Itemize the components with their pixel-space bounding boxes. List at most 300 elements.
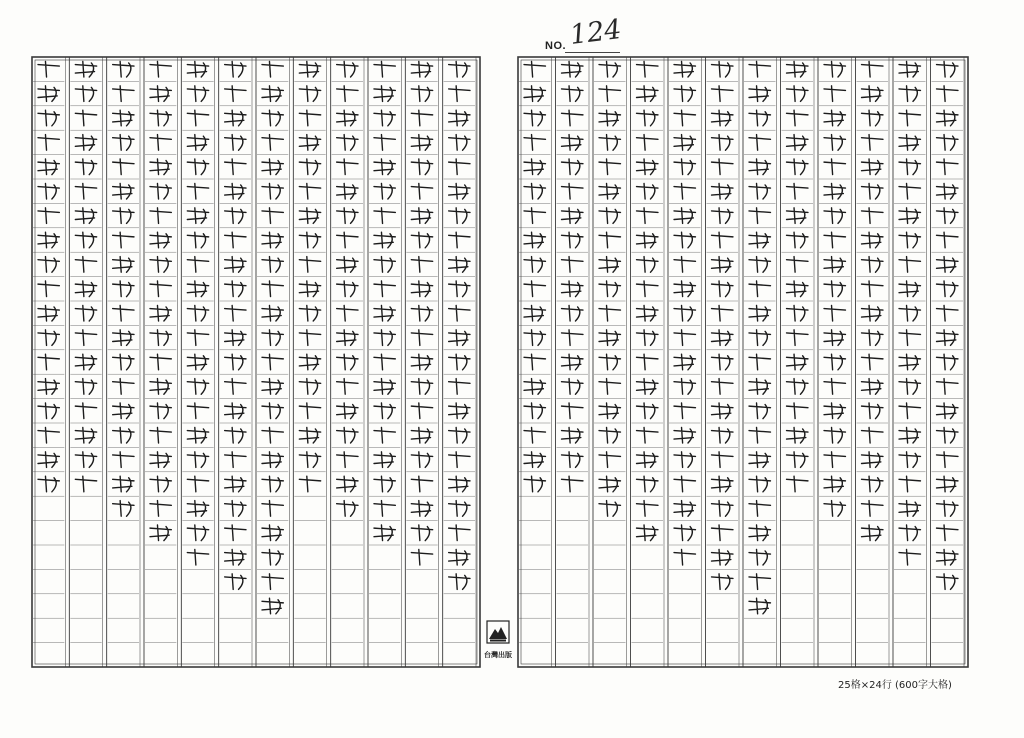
left-handwritten-glyph: [75, 110, 96, 126]
left-handwritten-glyph: [187, 281, 208, 297]
left-handwritten-glyph: [299, 159, 320, 175]
left-handwritten-glyph: [262, 61, 283, 77]
right-handwritten-glyph: [524, 135, 545, 151]
publisher-name: 台灣出版: [484, 651, 512, 659]
right-handwritten-glyph: [937, 281, 958, 297]
left-handwritten-glyph: [38, 61, 59, 77]
left-handwritten-glyph: [38, 110, 59, 126]
left-handwritten-glyph: [38, 208, 59, 224]
left-handwritten-glyph: [225, 403, 246, 419]
left-handwritten-glyph: [75, 232, 96, 248]
left-handwritten-glyph: [299, 330, 320, 346]
left-handwritten-glyph: [113, 379, 134, 395]
left-handwritten-glyph: [299, 281, 320, 297]
right-handwritten-glyph: [824, 232, 845, 248]
right-handwritten-glyph: [749, 208, 770, 224]
right-handwritten-glyph: [937, 403, 958, 419]
left-handwritten-glyph: [187, 549, 208, 565]
left-handwritten-glyph: [113, 86, 134, 102]
left-handwritten-glyph: [75, 452, 96, 468]
left-handwritten-glyph: [262, 208, 283, 224]
left-handwritten-glyph: [113, 330, 134, 346]
left-handwritten-glyph: [449, 354, 470, 370]
right-handwritten-glyph: [899, 281, 920, 297]
right-handwritten-glyph: [562, 61, 583, 77]
right-handwritten-glyph: [637, 135, 658, 151]
left-handwritten-glyph: [337, 232, 358, 248]
right-handwritten-glyph: [749, 574, 770, 590]
right-handwritten-glyph: [862, 257, 883, 273]
left-handwritten-glyph: [150, 159, 171, 175]
right-handwritten-glyph: [524, 183, 545, 199]
right-handwritten-glyph: [749, 330, 770, 346]
right-handwritten-glyph: [862, 354, 883, 370]
right-handwritten-glyph: [937, 305, 958, 321]
right-handwritten-glyph: [862, 86, 883, 102]
left-handwritten-glyph: [75, 354, 96, 370]
right-handwritten-glyph: [862, 403, 883, 419]
left-handwritten-glyph: [150, 525, 171, 541]
left-handwritten-glyph: [225, 183, 246, 199]
left-handwritten-glyph: [38, 257, 59, 273]
left-handwritten-glyph: [411, 232, 432, 248]
right-handwritten-glyph: [899, 379, 920, 395]
right-handwritten-glyph: [599, 330, 620, 346]
left-handwritten-glyph: [113, 183, 134, 199]
left-handwritten-glyph: [262, 525, 283, 541]
page-number-label: NO.: [545, 40, 567, 52]
right-handwritten-glyph: [524, 61, 545, 77]
left-handwritten-glyph: [113, 427, 134, 443]
right-handwritten-glyph: [749, 476, 770, 492]
left-handwritten-glyph: [449, 452, 470, 468]
left-handwritten-glyph: [337, 86, 358, 102]
mountain-logo-icon: [486, 620, 510, 644]
right-handwritten-glyph: [824, 159, 845, 175]
left-handwritten-glyph: [113, 257, 134, 273]
left-handwritten-glyph: [225, 232, 246, 248]
left-handwritten-glyph: [225, 476, 246, 492]
right-handwritten-glyph: [712, 403, 733, 419]
right-handwritten-glyph: [899, 525, 920, 541]
left-handwritten-glyph: [262, 403, 283, 419]
left-handwritten-glyph: [374, 501, 395, 517]
left-handwritten-glyph: [150, 379, 171, 395]
right-handwritten-glyph: [562, 257, 583, 273]
left-handwritten-glyph: [187, 61, 208, 77]
right-handwritten-glyph: [824, 476, 845, 492]
right-handwritten-glyph: [712, 208, 733, 224]
left-handwritten-glyph: [449, 281, 470, 297]
left-handwritten-glyph: [113, 208, 134, 224]
right-handwritten-glyph: [637, 452, 658, 468]
right-handwritten-glyph: [937, 135, 958, 151]
right-handwritten-glyph: [637, 208, 658, 224]
left-handwritten-glyph: [337, 501, 358, 517]
right-handwritten-glyph: [674, 525, 695, 541]
left-handwritten-glyph: [411, 208, 432, 224]
right-handwritten-glyph: [524, 354, 545, 370]
right-handwritten-glyph: [674, 208, 695, 224]
right-handwritten-glyph: [862, 183, 883, 199]
right-handwritten-glyph: [562, 135, 583, 151]
right-handwritten-glyph: [824, 61, 845, 77]
left-handwritten-glyph: [299, 379, 320, 395]
right-handwritten-glyph: [862, 208, 883, 224]
left-handwritten-glyph: [374, 183, 395, 199]
left-handwritten-glyph: [374, 110, 395, 126]
right-handwritten-glyph: [937, 232, 958, 248]
right-handwritten-glyph: [899, 501, 920, 517]
right-handwritten-glyph: [599, 208, 620, 224]
right-handwritten-glyph: [599, 232, 620, 248]
left-handwritten-glyph: [38, 281, 59, 297]
left-handwritten-glyph: [75, 305, 96, 321]
left-handwritten-glyph: [337, 403, 358, 419]
left-handwritten-glyph: [38, 305, 59, 321]
left-handwritten-glyph: [225, 61, 246, 77]
right-handwritten-glyph: [562, 330, 583, 346]
left-handwritten-glyph: [113, 452, 134, 468]
left-handwritten-glyph: [38, 354, 59, 370]
left-handwritten-glyph: [337, 135, 358, 151]
left-handwritten-glyph: [262, 281, 283, 297]
left-handwritten-glyph: [150, 86, 171, 102]
right-handwritten-glyph: [899, 354, 920, 370]
left-handwritten-glyph: [374, 525, 395, 541]
right-handwritten-glyph: [524, 452, 545, 468]
right-handwritten-glyph: [787, 208, 808, 224]
right-handwritten-glyph: [562, 476, 583, 492]
publisher-mark: [476, 620, 520, 660]
right-handwritten-glyph: [712, 549, 733, 565]
right-handwritten-glyph: [749, 598, 770, 614]
right-handwritten-glyph: [599, 354, 620, 370]
left-handwritten-glyph: [38, 183, 59, 199]
left-handwritten-glyph: [150, 135, 171, 151]
left-handwritten-glyph: [449, 159, 470, 175]
left-handwritten-glyph: [150, 257, 171, 273]
left-handwritten-glyph: [75, 330, 96, 346]
right-handwritten-glyph: [524, 110, 545, 126]
right-handwritten-glyph: [899, 403, 920, 419]
left-handwritten-glyph: [187, 232, 208, 248]
right-handwritten-glyph: [637, 403, 658, 419]
right-handwritten-glyph: [824, 110, 845, 126]
right-handwritten-glyph: [712, 61, 733, 77]
left-handwritten-glyph: [262, 379, 283, 395]
right-handwritten-glyph: [787, 61, 808, 77]
right-handwritten-glyph: [524, 281, 545, 297]
right-handwritten-glyph: [749, 135, 770, 151]
left-handwritten-glyph: [449, 525, 470, 541]
right-handwritten-glyph: [899, 61, 920, 77]
handwritten-page-number: 124: [568, 13, 624, 51]
right-handwritten-glyph: [599, 159, 620, 175]
right-handwritten-glyph: [599, 257, 620, 273]
left-handwritten-glyph: [187, 110, 208, 126]
right-handwritten-glyph: [937, 159, 958, 175]
right-handwritten-glyph: [637, 232, 658, 248]
left-handwritten-glyph: [225, 549, 246, 565]
right-handwritten-glyph: [599, 110, 620, 126]
right-handwritten-glyph: [787, 330, 808, 346]
right-handwritten-glyph: [937, 110, 958, 126]
right-handwritten-glyph: [599, 183, 620, 199]
left-handwritten-glyph: [38, 135, 59, 151]
right-handwritten-glyph: [862, 135, 883, 151]
right-handwritten-glyph: [899, 183, 920, 199]
right-handwritten-glyph: [712, 281, 733, 297]
right-handwritten-glyph: [749, 159, 770, 175]
right-handwritten-glyph: [712, 257, 733, 273]
right-handwritten-glyph: [862, 452, 883, 468]
left-handwritten-glyph: [299, 61, 320, 77]
left-handwritten-glyph: [75, 281, 96, 297]
left-handwritten-glyph: [299, 208, 320, 224]
left-handwritten-glyph: [337, 452, 358, 468]
left-handwritten-glyph: [225, 330, 246, 346]
right-handwritten-glyph: [562, 110, 583, 126]
right-handwritten-glyph: [562, 452, 583, 468]
right-handwritten-glyph: [787, 379, 808, 395]
right-handwritten-glyph: [524, 305, 545, 321]
left-handwritten-glyph: [262, 183, 283, 199]
right-handwritten-glyph: [824, 452, 845, 468]
right-handwritten-glyph: [599, 403, 620, 419]
left-handwritten-glyph: [374, 354, 395, 370]
left-handwritten-glyph: [187, 257, 208, 273]
right-handwritten-glyph: [787, 281, 808, 297]
left-handwritten-glyph: [411, 379, 432, 395]
right-handwritten-glyph: [524, 379, 545, 395]
right-handwritten-glyph: [899, 110, 920, 126]
right-handwritten-glyph: [674, 476, 695, 492]
right-handwritten-glyph: [562, 232, 583, 248]
right-handwritten-glyph: [937, 208, 958, 224]
right-handwritten-glyph: [787, 305, 808, 321]
left-handwritten-glyph: [187, 476, 208, 492]
right-handwritten-glyph: [674, 501, 695, 517]
right-handwritten-glyph: [674, 549, 695, 565]
left-handwritten-glyph: [337, 330, 358, 346]
left-handwritten-glyph: [411, 257, 432, 273]
right-handwritten-glyph: [862, 159, 883, 175]
left-handwritten-glyph: [113, 305, 134, 321]
right-handwritten-glyph: [674, 135, 695, 151]
left-handwritten-glyph: [150, 208, 171, 224]
left-handwritten-glyph: [374, 427, 395, 443]
left-handwritten-glyph: [150, 427, 171, 443]
right-handwritten-glyph: [937, 183, 958, 199]
left-handwritten-glyph: [449, 257, 470, 273]
left-handwritten-glyph: [187, 354, 208, 370]
right-handwritten-glyph: [749, 257, 770, 273]
left-handwritten-glyph: [75, 257, 96, 273]
right-handwritten-glyph: [787, 452, 808, 468]
left-handwritten-glyph: [262, 232, 283, 248]
left-handwritten-glyph: [262, 257, 283, 273]
left-handwritten-glyph: [299, 354, 320, 370]
left-handwritten-glyph: [299, 305, 320, 321]
right-handwritten-glyph: [562, 86, 583, 102]
left-handwritten-glyph: [225, 379, 246, 395]
right-handwritten-glyph: [712, 501, 733, 517]
right-handwritten-glyph: [712, 427, 733, 443]
right-handwritten-glyph: [637, 305, 658, 321]
right-handwritten-glyph: [937, 501, 958, 517]
right-handwritten-glyph: [937, 379, 958, 395]
left-handwritten-glyph: [187, 525, 208, 541]
left-handwritten-glyph: [75, 427, 96, 443]
right-handwritten-glyph: [637, 427, 658, 443]
left-handwritten-glyph: [38, 379, 59, 395]
page-number-underline: [565, 52, 620, 53]
left-handwritten-glyph: [187, 305, 208, 321]
left-handwritten-glyph: [187, 135, 208, 151]
grid-format-note: 25格×24行 (600字大格): [838, 680, 952, 691]
left-handwritten-glyph: [187, 403, 208, 419]
right-handwritten-glyph: [599, 476, 620, 492]
right-handwritten-glyph: [637, 525, 658, 541]
left-handwritten-glyph: [299, 86, 320, 102]
right-handwritten-glyph: [824, 379, 845, 395]
right-handwritten-glyph: [674, 110, 695, 126]
left-handwritten-glyph: [449, 501, 470, 517]
right-handwritten-glyph: [674, 232, 695, 248]
left-handwritten-glyph: [411, 135, 432, 151]
left-handwritten-glyph: [337, 354, 358, 370]
right-handwritten-glyph: [524, 159, 545, 175]
left-handwritten-glyph: [150, 110, 171, 126]
right-handwritten-glyph: [899, 86, 920, 102]
right-handwritten-glyph: [712, 305, 733, 321]
right-handwritten-glyph: [599, 61, 620, 77]
right-handwritten-glyph: [674, 61, 695, 77]
right-handwritten-glyph: [937, 330, 958, 346]
left-handwritten-glyph: [299, 257, 320, 273]
right-handwritten-glyph: [674, 354, 695, 370]
left-handwritten-glyph: [150, 403, 171, 419]
left-handwritten-glyph: [449, 549, 470, 565]
right-handwritten-glyph: [824, 501, 845, 517]
right-handwritten-glyph: [749, 183, 770, 199]
right-handwritten-glyph: [899, 135, 920, 151]
left-handwritten-glyph: [262, 476, 283, 492]
right-handwritten-glyph: [637, 501, 658, 517]
left-handwritten-glyph: [449, 427, 470, 443]
left-handwritten-glyph: [337, 281, 358, 297]
right-handwritten-glyph: [787, 159, 808, 175]
right-handwritten-glyph: [937, 574, 958, 590]
left-handwritten-glyph: [225, 354, 246, 370]
left-handwritten-glyph: [75, 208, 96, 224]
left-handwritten-glyph: [449, 135, 470, 151]
left-handwritten-glyph: [374, 232, 395, 248]
right-handwritten-glyph: [937, 427, 958, 443]
right-handwritten-glyph: [674, 86, 695, 102]
right-handwritten-glyph: [674, 281, 695, 297]
right-handwritten-glyph: [674, 183, 695, 199]
left-handwritten-glyph: [299, 110, 320, 126]
right-handwritten-glyph: [899, 452, 920, 468]
left-handwritten-glyph: [75, 159, 96, 175]
right-handwritten-glyph: [712, 330, 733, 346]
right-handwritten-glyph: [637, 110, 658, 126]
right-handwritten-glyph: [899, 208, 920, 224]
right-handwritten-glyph: [637, 476, 658, 492]
left-handwritten-glyph: [113, 281, 134, 297]
right-handwritten-glyph: [562, 305, 583, 321]
right-handwritten-glyph: [599, 86, 620, 102]
right-handwritten-glyph: [599, 135, 620, 151]
left-handwritten-glyph: [75, 61, 96, 77]
right-handwritten-glyph: [787, 135, 808, 151]
right-handwritten-glyph: [637, 257, 658, 273]
left-handwritten-glyph: [150, 232, 171, 248]
left-handwritten-glyph: [225, 305, 246, 321]
left-handwritten-glyph: [113, 501, 134, 517]
left-handwritten-glyph: [449, 379, 470, 395]
right-handwritten-glyph: [674, 330, 695, 346]
right-handwritten-glyph: [712, 452, 733, 468]
left-handwritten-glyph: [374, 330, 395, 346]
right-handwritten-glyph: [862, 330, 883, 346]
right-handwritten-glyph: [599, 305, 620, 321]
left-handwritten-glyph: [374, 257, 395, 273]
left-handwritten-glyph: [411, 354, 432, 370]
right-handwritten-glyph: [787, 110, 808, 126]
right-handwritten-glyph: [937, 61, 958, 77]
left-handwritten-glyph: [411, 183, 432, 199]
right-handwritten-glyph: [937, 452, 958, 468]
right-handwritten-glyph: [749, 452, 770, 468]
left-handwritten-glyph: [187, 452, 208, 468]
left-handwritten-glyph: [262, 549, 283, 565]
right-handwritten-glyph: [824, 281, 845, 297]
left-handwritten-glyph: [449, 305, 470, 321]
right-handwritten-glyph: [862, 110, 883, 126]
left-handwritten-glyph: [150, 305, 171, 321]
right-handwritten-glyph: [749, 501, 770, 517]
left-handwritten-glyph: [262, 86, 283, 102]
right-handwritten-glyph: [899, 330, 920, 346]
left-handwritten-glyph: [262, 501, 283, 517]
left-handwritten-glyph: [411, 61, 432, 77]
left-handwritten-glyph: [262, 135, 283, 151]
right-handwritten-glyph: [712, 574, 733, 590]
right-handwritten-glyph: [824, 305, 845, 321]
right-handwritten-glyph: [712, 86, 733, 102]
right-handwritten-glyph: [899, 257, 920, 273]
left-handwritten-glyph: [75, 403, 96, 419]
left-handwritten-glyph: [449, 61, 470, 77]
right-handwritten-glyph: [787, 354, 808, 370]
left-handwritten-glyph: [225, 574, 246, 590]
left-handwritten-glyph: [411, 110, 432, 126]
right-handwritten-glyph: [599, 501, 620, 517]
right-handwritten-glyph: [749, 232, 770, 248]
left-handwritten-glyph: [225, 525, 246, 541]
left-handwritten-glyph: [374, 305, 395, 321]
left-handwritten-glyph: [225, 135, 246, 151]
left-handwritten-glyph: [225, 257, 246, 273]
right-handwritten-glyph: [937, 549, 958, 565]
right-handwritten-glyph: [562, 183, 583, 199]
right-handwritten-glyph: [749, 427, 770, 443]
left-handwritten-glyph: [374, 452, 395, 468]
left-handwritten-glyph: [150, 501, 171, 517]
